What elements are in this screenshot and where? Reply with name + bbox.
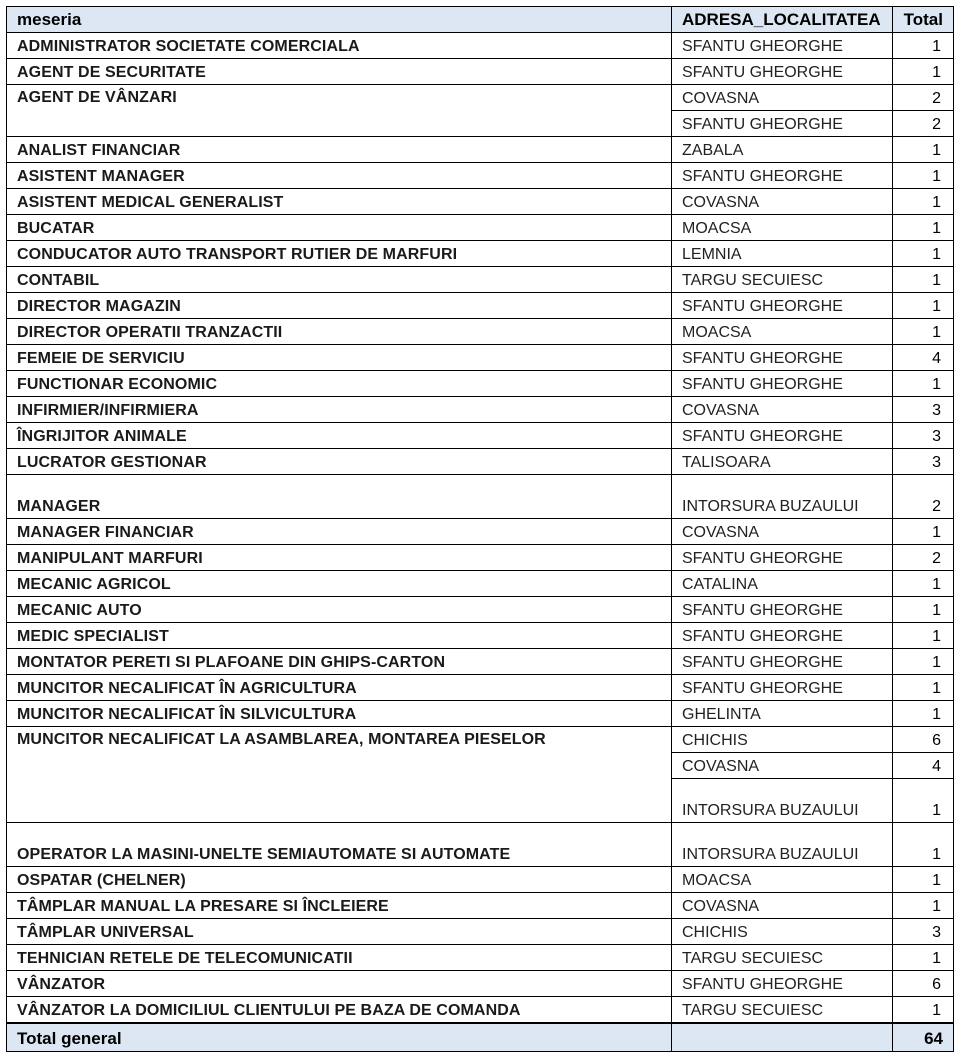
table-row — [7, 267, 954, 293]
count-cell: 6 — [893, 971, 954, 997]
count-cell: 1 — [893, 675, 954, 701]
table-row — [7, 945, 954, 971]
header-total: Total — [893, 7, 954, 33]
total-row — [7, 1023, 954, 1052]
job-cell: MECANIC AGRICOL — [7, 571, 672, 597]
job-cell: MUNCITOR NECALIFICAT ÎN AGRICULTURA — [7, 675, 672, 701]
count-cell: 1 — [893, 371, 954, 397]
table-row — [7, 997, 954, 1024]
table-row — [7, 597, 954, 623]
table-row — [7, 475, 954, 519]
locality-cell: GHELINTA — [672, 701, 893, 727]
locality-cell: SFANTU GHEORGHE — [672, 597, 893, 623]
count-cell: 1 — [893, 867, 954, 893]
locality-cell: SFANTU GHEORGHE — [672, 545, 893, 571]
locality-cell: COVASNA — [672, 893, 893, 919]
job-cell: MANIPULANT MARFURI — [7, 545, 672, 571]
locality-cell: TARGU SECUIESC — [672, 997, 893, 1024]
count-cell: 4 — [893, 345, 954, 371]
table-row — [7, 649, 954, 675]
locality-cell: COVASNA — [672, 85, 893, 111]
locality-cell: TARGU SECUIESC — [672, 267, 893, 293]
count-cell: 1 — [893, 293, 954, 319]
job-cell: MONTATOR PERETI SI PLAFOANE DIN GHIPS-CARTON — [7, 649, 672, 675]
job-cell: INFIRMIER/INFIRMIERA — [7, 397, 672, 423]
job-cell: AGENT DE VÂNZARI — [7, 85, 672, 137]
count-cell: 1 — [893, 623, 954, 649]
count-cell: 1 — [893, 945, 954, 971]
count-cell: 1 — [893, 163, 954, 189]
job-cell: CONTABIL — [7, 267, 672, 293]
table-footer — [7, 1023, 954, 1052]
locality-cell: INTORSURA BUZAULUI — [672, 823, 893, 867]
count-cell: 1 — [893, 893, 954, 919]
count-cell: 1 — [893, 779, 954, 823]
table-row — [7, 423, 954, 449]
table-row — [7, 701, 954, 727]
table-row — [7, 241, 954, 267]
table-row — [7, 215, 954, 241]
count-cell: 1 — [893, 701, 954, 727]
job-cell: FUNCTIONAR ECONOMIC — [7, 371, 672, 397]
job-cell: ADMINISTRATOR SOCIETATE COMERCIALA — [7, 33, 672, 59]
job-cell: BUCATAR — [7, 215, 672, 241]
locality-cell: CHICHIS — [672, 919, 893, 945]
count-cell: 1 — [893, 137, 954, 163]
count-cell: 1 — [893, 997, 954, 1024]
total-value: 64 — [893, 1023, 954, 1052]
table-row — [7, 519, 954, 545]
header-localitate: ADRESA_LOCALITATEA — [672, 7, 893, 33]
count-cell: 4 — [893, 753, 954, 779]
count-cell: 1 — [893, 571, 954, 597]
job-cell: MANAGER — [7, 475, 672, 519]
locality-cell: INTORSURA BUZAULUI — [672, 475, 893, 519]
job-cell: MUNCITOR NECALIFICAT ÎN SILVICULTURA — [7, 701, 672, 727]
table-row — [7, 163, 954, 189]
table-row — [7, 293, 954, 319]
job-cell: TÂMPLAR MANUAL LA PRESARE SI ÎNCLEIERE — [7, 893, 672, 919]
header-row — [7, 7, 954, 33]
table-row — [7, 449, 954, 475]
count-cell: 1 — [893, 267, 954, 293]
locality-cell: SFANTU GHEORGHE — [672, 111, 893, 137]
locality-cell: CHICHIS — [672, 727, 893, 753]
locality-cell: COVASNA — [672, 189, 893, 215]
table-row — [7, 189, 954, 215]
table-row — [7, 345, 954, 371]
locality-cell: CATALINA — [672, 571, 893, 597]
locality-cell: TARGU SECUIESC — [672, 945, 893, 971]
locality-cell: SFANTU GHEORGHE — [672, 371, 893, 397]
job-cell: ÎNGRIJITOR ANIMALE — [7, 423, 672, 449]
header-meseria: meseria — [7, 7, 672, 33]
count-cell: 2 — [893, 85, 954, 111]
count-cell: 1 — [893, 241, 954, 267]
locality-cell: COVASNA — [672, 519, 893, 545]
job-cell: VÂNZATOR — [7, 971, 672, 997]
job-cell: OPERATOR LA MASINI-UNELTE SEMIAUTOMATE SI AUTOMATE — [7, 823, 672, 867]
locality-cell: COVASNA — [672, 397, 893, 423]
job-cell: DIRECTOR MAGAZIN — [7, 293, 672, 319]
table-row — [7, 893, 954, 919]
table-row — [7, 397, 954, 423]
job-cell: MEDIC SPECIALIST — [7, 623, 672, 649]
job-cell: ASISTENT MANAGER — [7, 163, 672, 189]
locality-cell: ZABALA — [672, 137, 893, 163]
table-row — [7, 571, 954, 597]
table-row — [7, 137, 954, 163]
count-cell: 1 — [893, 33, 954, 59]
job-vacancies-table — [6, 6, 954, 1052]
count-cell: 3 — [893, 449, 954, 475]
locality-cell: SFANTU GHEORGHE — [672, 293, 893, 319]
count-cell: 1 — [893, 823, 954, 867]
table-body — [7, 33, 954, 1024]
count-cell: 1 — [893, 215, 954, 241]
count-cell: 2 — [893, 475, 954, 519]
count-cell: 3 — [893, 397, 954, 423]
job-cell: CONDUCATOR AUTO TRANSPORT RUTIER DE MARFURI — [7, 241, 672, 267]
table-header — [7, 7, 954, 33]
count-cell: 6 — [893, 727, 954, 753]
count-cell: 3 — [893, 423, 954, 449]
job-cell: AGENT DE SECURITATE — [7, 59, 672, 85]
job-cell: FEMEIE DE SERVICIU — [7, 345, 672, 371]
locality-cell: SFANTU GHEORGHE — [672, 623, 893, 649]
table-row — [7, 971, 954, 997]
locality-cell: MOACSA — [672, 867, 893, 893]
count-cell: 1 — [893, 519, 954, 545]
job-cell: TÂMPLAR UNIVERSAL — [7, 919, 672, 945]
locality-cell: LEMNIA — [672, 241, 893, 267]
locality-cell: SFANTU GHEORGHE — [672, 33, 893, 59]
table-row — [7, 33, 954, 59]
locality-cell: TALISOARA — [672, 449, 893, 475]
table-row — [7, 545, 954, 571]
job-cell: DIRECTOR OPERATII TRANZACTII — [7, 319, 672, 345]
count-cell: 3 — [893, 919, 954, 945]
table-row — [7, 319, 954, 345]
table-row — [7, 371, 954, 397]
job-cell: ANALIST FINANCIAR — [7, 137, 672, 163]
locality-cell: COVASNA — [672, 753, 893, 779]
table-row — [7, 867, 954, 893]
locality-cell: MOACSA — [672, 319, 893, 345]
table-row — [7, 59, 954, 85]
table-row — [7, 919, 954, 945]
job-cell: ASISTENT MEDICAL GENERALIST — [7, 189, 672, 215]
locality-cell: SFANTU GHEORGHE — [672, 971, 893, 997]
total-empty-cell — [672, 1023, 893, 1052]
count-cell: 1 — [893, 319, 954, 345]
count-cell: 2 — [893, 111, 954, 137]
job-cell: MANAGER FINANCIAR — [7, 519, 672, 545]
count-cell: 1 — [893, 189, 954, 215]
count-cell: 1 — [893, 597, 954, 623]
locality-cell: SFANTU GHEORGHE — [672, 163, 893, 189]
locality-cell: SFANTU GHEORGHE — [672, 649, 893, 675]
count-cell: 1 — [893, 649, 954, 675]
job-cell: TEHNICIAN RETELE DE TELECOMUNICATII — [7, 945, 672, 971]
table-row — [7, 675, 954, 701]
job-cell: LUCRATOR GESTIONAR — [7, 449, 672, 475]
table-row — [7, 85, 954, 111]
job-cell: VÂNZATOR LA DOMICILIUL CLIENTULUI PE BAZA DE COMANDA — [7, 997, 672, 1024]
locality-cell: SFANTU GHEORGHE — [672, 675, 893, 701]
locality-cell: SFANTU GHEORGHE — [672, 345, 893, 371]
table-row — [7, 823, 954, 867]
locality-cell: MOACSA — [672, 215, 893, 241]
locality-cell: SFANTU GHEORGHE — [672, 59, 893, 85]
job-cell: MUNCITOR NECALIFICAT LA ASAMBLAREA, MONTAREA PIESELOR — [7, 727, 672, 823]
table-row — [7, 727, 954, 753]
locality-cell: INTORSURA BUZAULUI — [672, 779, 893, 823]
job-cell: OSPATAR (CHELNER) — [7, 867, 672, 893]
job-cell: MECANIC AUTO — [7, 597, 672, 623]
locality-cell: SFANTU GHEORGHE — [672, 423, 893, 449]
count-cell: 1 — [893, 59, 954, 85]
total-label: Total general — [7, 1023, 672, 1052]
count-cell: 2 — [893, 545, 954, 571]
table-row — [7, 623, 954, 649]
